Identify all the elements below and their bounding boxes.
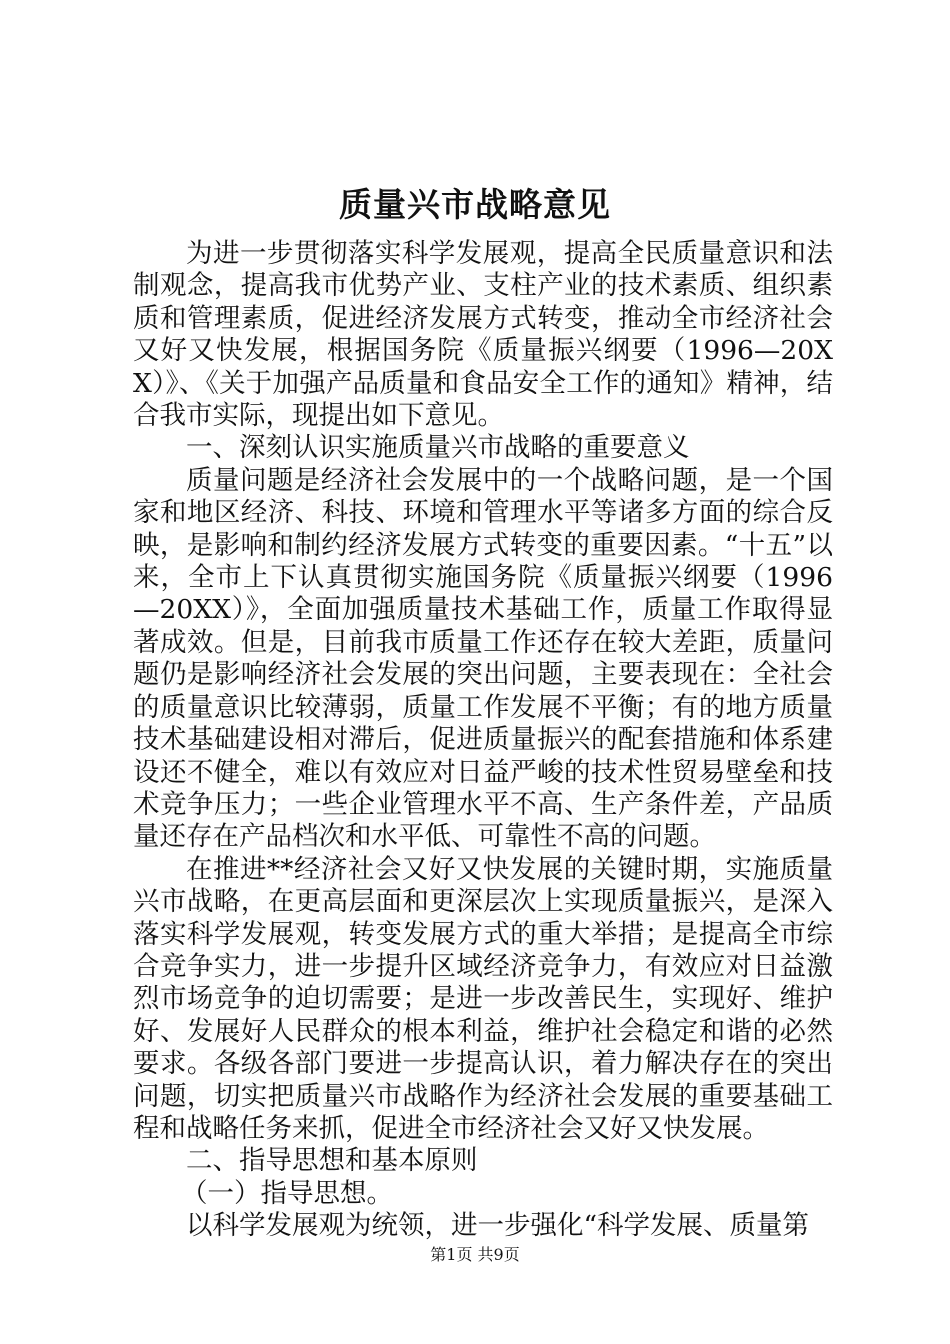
paragraph-significance: 质量问题是经济社会发展中的一个战略问题，是一个国家和地区经济、科技、环境和管理水平等诸多方面的综合反映，是影响和制约经济发展方式转变的重要因素。“十五”以来，全市上下认真贯彻实施国务院《质量振兴纲要（1996—20XX）》，全面加强质量技术基础工作，质量工作取得显著成效。但是，目前我市质量工作还存在较大差距，质量问题仍是影响经济社会发展的突出问题，主要表现在：全社会的质量意识比较薄弱，质量工作发展不平衡；有的地方质量技术基础建设相对滞后，促进质量振兴的配套措施和体系建设还不健全，难以有效应对日益严峻的技术性贸易壁垒和技术竞争压力；一些企业管理水平不高、生产条件差，产品质量还存在产品档次和水平低、可靠性不高的问题。 (133, 464, 833, 853)
subsection-heading-guiding-thought: （一）指导思想。 (181, 1177, 393, 1209)
page-number-footer: 第1页 共9页 (430, 1245, 520, 1264)
section-heading-2: 二、指导思想和基本原则 (186, 1145, 478, 1177)
section-heading-1: 一、深刻认识实施质量兴市战略的重要意义 (186, 432, 690, 464)
paragraph-guiding-thought: 以科学发展观为统领，进一步强化“科学发展、质量第 (186, 1210, 810, 1242)
paragraph-key-period: 在推进**经济社会又好又快发展的关键时期，实施质量兴市战略，在更高层面和更深层次上实现质量振兴，是深入落实科学发展观，转变发展方式的重大举措；是提高全市综合竞争实力，进一步提升区域经济竞争力，有效应对日益激烈市场竞争的迫切需要；是进一步改善民生，实现好、维护好、发展好人民群众的根本利益，维护社会稳定和谐的必然要求。各级各部门要进一步提高认识，着力解决存在的突出问题，切实把质量兴市战略作为经济社会发展的重要基础工程和战略任务来抓，促进全市经济社会又好又快发展。 (133, 853, 833, 1144)
document-body (133, 238, 833, 1243)
paragraph-intro: 为进一步贯彻落实科学发展观，提高全民质量意识和法制观念，提高我市优势产业、支柱产业的技术素质、组织素质和管理素质，促进经济发展方式转变，推动全市经济社会又好又快发展，根据国务院《质量振兴纲要（1996—20XX）》、《关于加强产品质量和食品安全工作的通知》精神，结合我市实际，现提出如下意见。 (133, 238, 833, 432)
document-title: 质量兴市战略意见 (339, 185, 611, 224)
